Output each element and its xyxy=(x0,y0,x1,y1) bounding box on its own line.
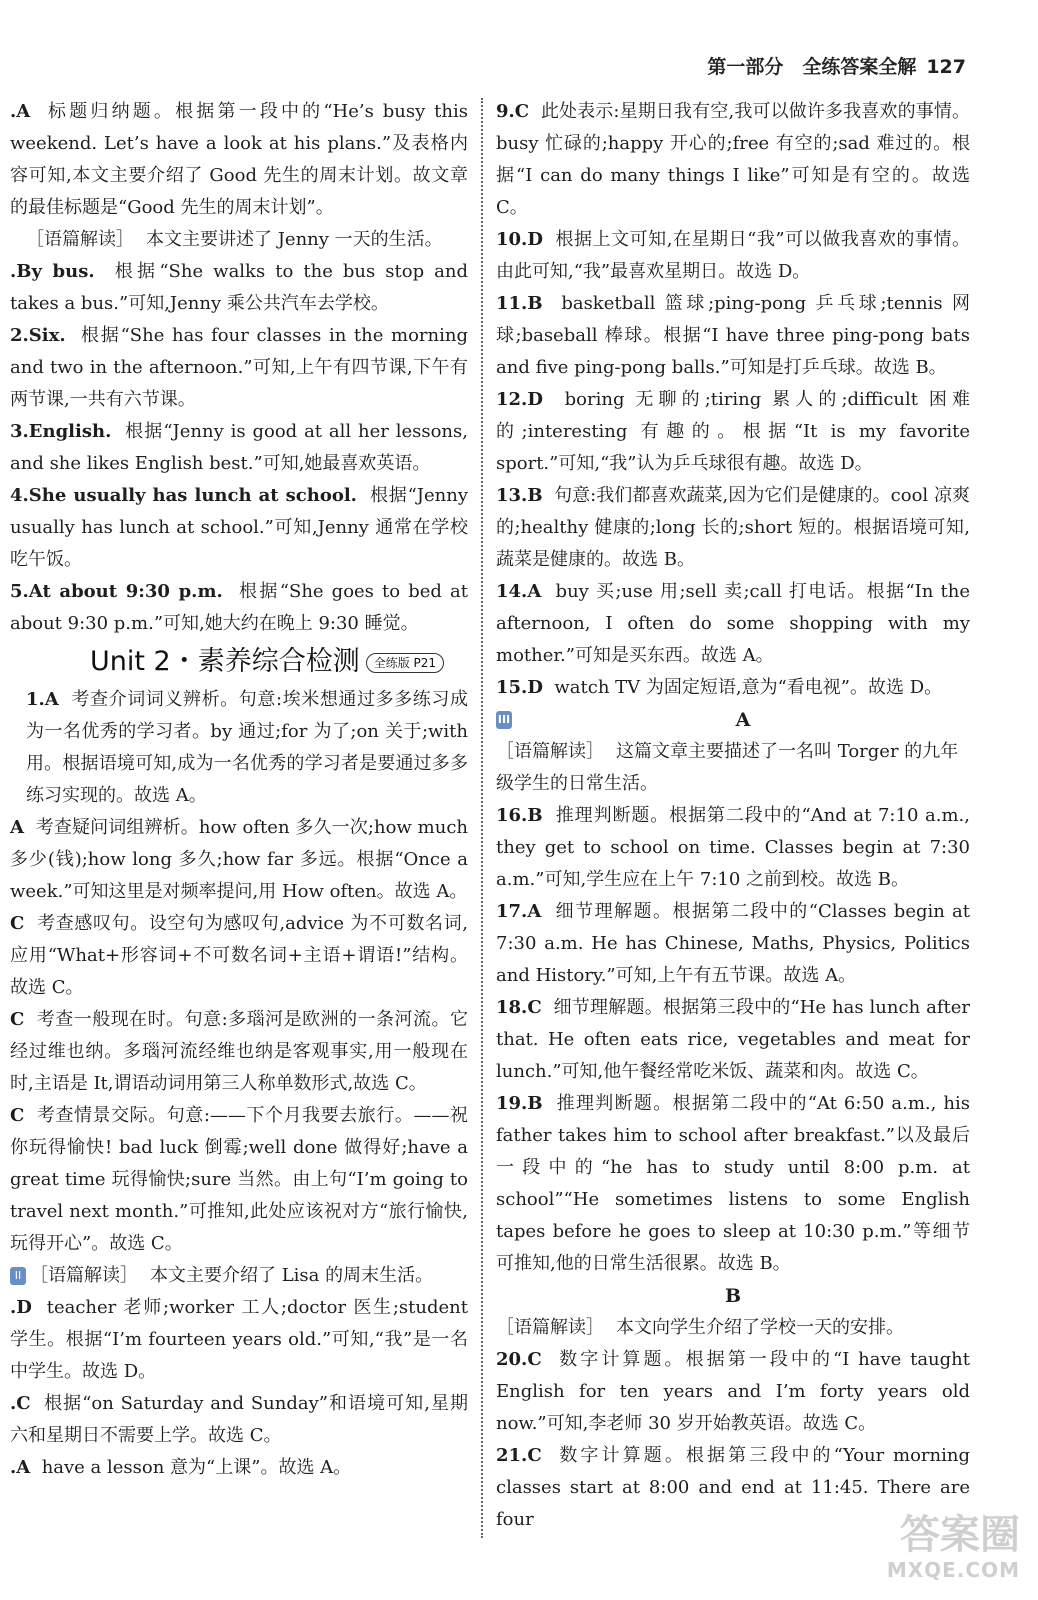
section-marker: III xyxy=(496,711,512,729)
answer-item: 17.A 细节理解题。根据第二段中的“Classes begin at 7:30 a.m. He has Chinese, Maths, Physics, Politics and History.”可知,上午有五节课。故选 A。 xyxy=(496,901,970,986)
answer-item: .A have a lesson 意为“上课”。故选 A。 xyxy=(10,1457,352,1478)
section-heading: B xyxy=(724,1285,742,1307)
answer-item: 18.C 细节理解题。根据第三段中的“He has lunch after that. He often eats rice, vegetables and meat for lunch.”可知,他午餐经常吃米饭、蔬菜和肉。故选 C。 xyxy=(496,997,970,1082)
answer-item: 20.C 数字计算题。根据第一段中的“I have taught English for ten years and I’m forty years old now.”可知,李老师 30 岁开始教英语。故选 C。 xyxy=(496,1349,970,1434)
passage-summary: II ［语篇解读］ 本文主要介绍了 Lisa 的周末生活。 xyxy=(10,1260,468,1292)
answer-item: 12.D boring 无聊的;tiring 累人的;difficult 困难的;interesting 有趣的。根据“It is my favorite sport.”可知,“我”认为乒乓球很有趣。故选 D。 xyxy=(496,389,970,474)
answer-item: 15.D watch TV 为固定短语,意为“看电视”。故选 D。 xyxy=(496,677,943,698)
answer-item: A 考查疑问词组辨析。how often 多久一次;how much 多少(钱);how long 多久;how far 多远。根据“Once a week.”可知这里是对频率提问,用 How often。故选 A。 xyxy=(10,817,468,902)
answer-item: .C 根据“on Saturday and Sunday”和语境可知,星期六和星期日不需要上学。故选 C。 xyxy=(10,1393,468,1446)
unit-title-text: Unit 2・素养综合检测 xyxy=(90,646,360,677)
section-marker: II xyxy=(10,1267,26,1285)
watermark-url: MXQE.COM xyxy=(886,1558,1020,1582)
answer-item: 1.A 考查介词词义辨析。句意:埃米想通过多多练习成为一名优秀的学习者。by 通过;for 为了;on 关于;with 用。根据语境可知,成为一名优秀的学习者是要通过多多练习实现的。故选 A。 xyxy=(26,689,468,806)
passage-summary: ［语篇解读］ 本文主要讲述了 Jenny 一天的生活。 xyxy=(26,229,443,250)
page-header xyxy=(707,52,966,79)
answer-item: .D teacher 老师;worker 工人;doctor 医生;student 学生。根据“I’m fourteen years old.”可知,“我”是一名中学生。故选 D。 xyxy=(10,1297,468,1382)
watermark-logo-text: 答案圈 xyxy=(900,1512,1020,1558)
answer-item: 5.At about 9:30 p.m. 根据“She goes to bed at about 9:30 p.m.”可知,她大约在晚上 9:30 睡觉。 xyxy=(10,581,468,634)
answer-item: 9.C 此处表示:星期日我有空,我可以做许多我喜欢的事情。busy 忙碌的;happy 开心的;free 有空的;sad 难过的。根据“I can do many things I like”可知是有空的。故选 C。 xyxy=(496,101,970,218)
column-divider xyxy=(481,98,483,1538)
answer-item: 19.B 推理判断题。根据第二段中的“At 6:50 a.m., his father takes him to school after breakfast.”以及最后一段中的“he has to study until 8:00 p.m. at school”“He sometimes listens to some English tapes before he goes to sleep at 10:30 p.m.”等细节可推知,他的日常生活很累。故选 B。 xyxy=(496,1093,970,1274)
answer-item: C 考查一般现在时。句意:多瑙河是欧洲的一条河流。它经过维也纳。多瑙河流经维也纳是客观事实,用一般现在时,主语是 It,谓语动词用第三人称单数形式,故选 C。 xyxy=(10,1009,468,1094)
answer-item: 4.She usually has lunch at school. 根据“Jenny usually has lunch at school.”可知,Jenny 通常在学校吃午饭。 xyxy=(10,485,468,570)
passage-summary: ［语篇解读］ 这篇文章主要描述了一名叫 Torger 的九年级学生的日常生活。 xyxy=(496,741,959,794)
header-section-title: 第一部分 全练答案全解 xyxy=(707,56,917,78)
unit-title xyxy=(90,642,468,682)
answer-item: 10.D 根据上文可知,在星期日“我”可以做我喜欢的事情。由此可知,“我”最喜欢星期日。故选 D。 xyxy=(496,229,970,282)
right-column xyxy=(496,96,970,1536)
answer-item: 14.A buy 买;use 用;sell 卖;call 打电话。根据“In the afternoon, I often do some shopping with my mother.”可知是买东西。故选 A。 xyxy=(496,581,970,666)
answer-item: C 考查感叹句。设空句为感叹句,advice 为不可数名词,应用“What+形容词+不可数名词+主语+谓语!”结构。故选 C。 xyxy=(10,913,468,998)
left-column xyxy=(10,96,468,1484)
answer-item: .A 标题归纳题。根据第一段中的“He’s busy this weekend. Let’s have a look at his plans.”及表格内容可知,本文主要介绍了 Good 先生的周末计划。故文章的最佳标题是“Good 先生的周末计划”。 xyxy=(10,101,469,218)
answer-item: 16.B 推理判断题。根据第二段中的“And at 7:10 a.m., they get to school on time. Classes begin at 7:30 a.m.”可知,学生应在上午 7:10 之前到校。故选 B。 xyxy=(496,805,970,890)
answer-item: 3.English. 根据“Jenny is good at all her lessons, and she likes English best.”可知,她最喜欢英语。 xyxy=(10,421,468,474)
answer-item: C 考查情景交际。句意:——下个月我要去旅行。——祝你玩得愉快! bad luck 倒霉;well done 做得好;have a great time 玩得愉快;sure 当然。由上句“I’m going to travel next month.”可推知,此处应该祝对方“旅行愉快,玩得开心”。故选 C。 xyxy=(10,1105,469,1254)
site-watermark xyxy=(880,1512,1020,1582)
answer-item: 11.B basketball 篮球;ping-pong 乒乓球;tennis 网球;baseball 棒球。根据“I have three ping-pong bats and five ping-pong balls.”可知是打乒乓球。故选 B。 xyxy=(496,293,970,378)
edition-badge: 全练版 P21 xyxy=(366,653,444,673)
answer-item: 2.Six. 根据“She has four classes in the morning and two in the afternoon.”可知,上午有四节课,下午有两节课,一共有六节课。 xyxy=(10,325,468,410)
page-number: 127 xyxy=(926,56,966,78)
answer-item: .By bus. 根据“She walks to the bus stop and takes a bus.”可知,Jenny 乘公共汽车去学校。 xyxy=(10,261,468,314)
answer-item: 21.C 数字计算题。根据第三段中的“Your morning classes start at 8:00 and end at 11:45. There are four xyxy=(496,1445,970,1530)
answer-item: 13.B 句意:我们都喜欢蔬菜,因为它们是健康的。cool 凉爽的;healthy 健康的;long 长的;short 短的。根据语境可知,蔬菜是健康的。故选 B。 xyxy=(496,485,970,570)
section-heading: III A xyxy=(497,709,751,731)
passage-summary: ［语篇解读］ 本文向学生介绍了学校一天的安排。 xyxy=(496,1317,904,1338)
